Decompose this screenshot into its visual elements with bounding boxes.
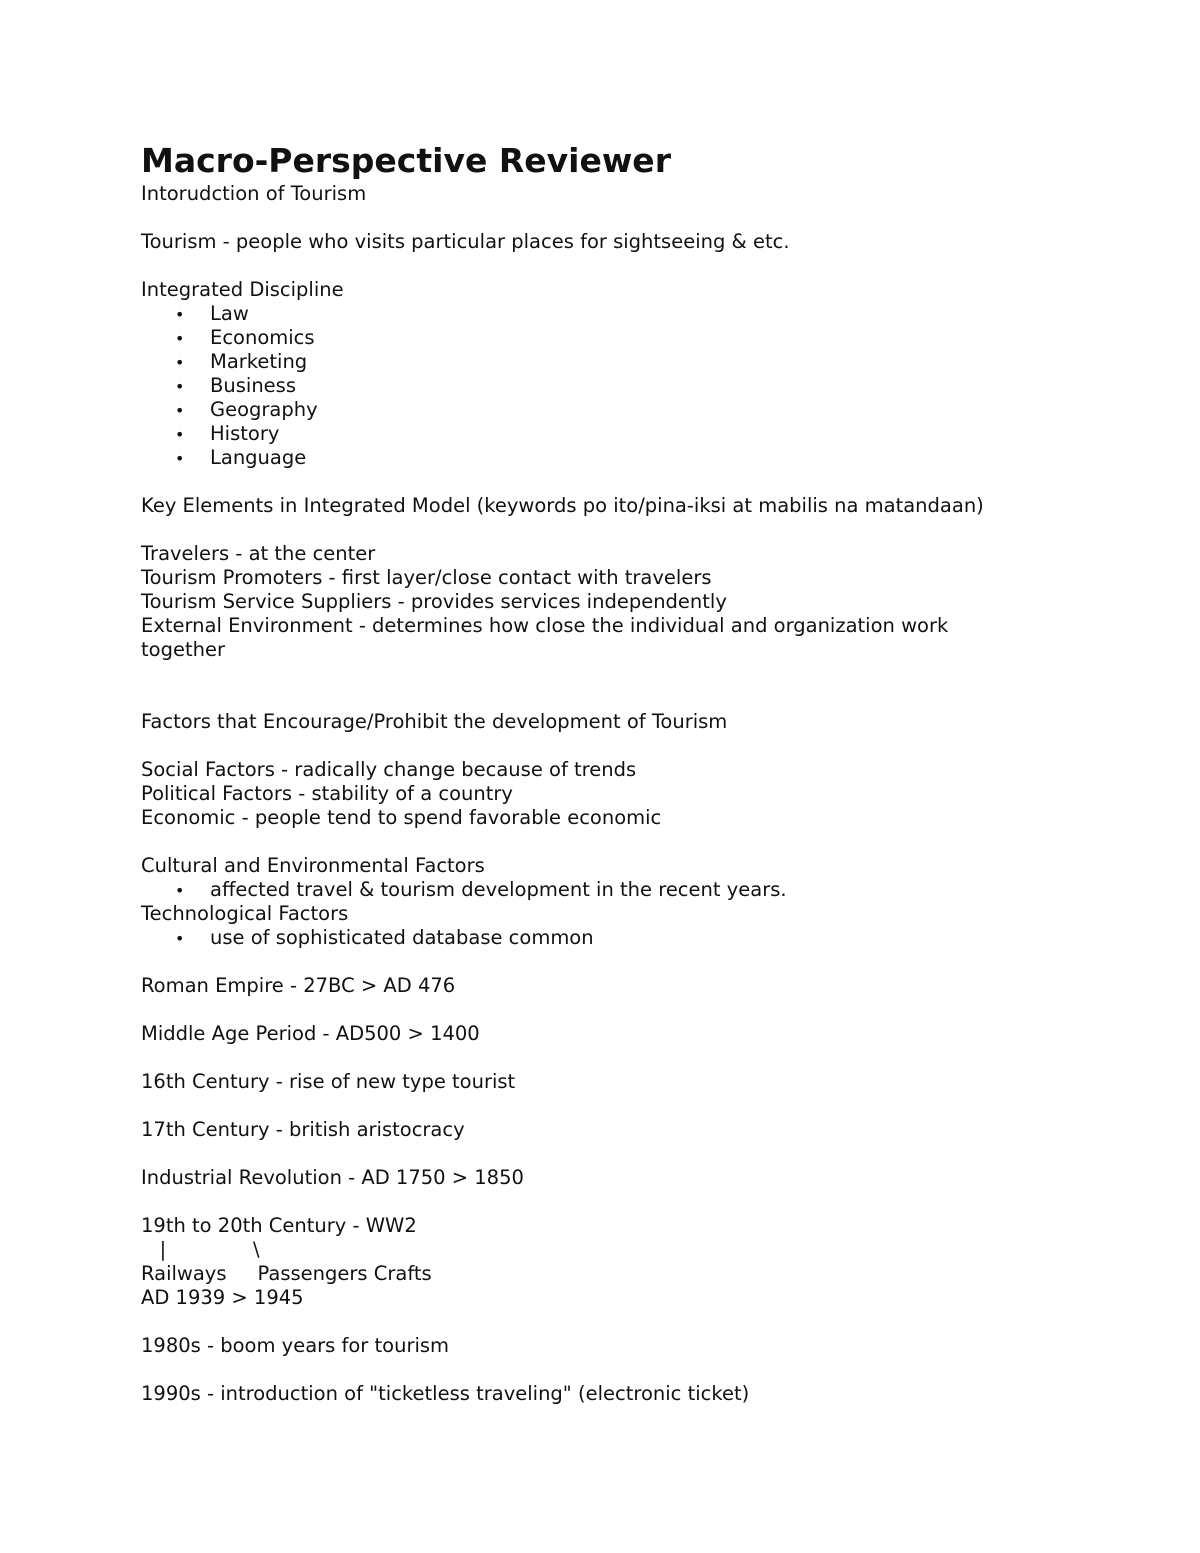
history-roman-empire: Roman Empire - 27BC > AD 476 [141,974,456,997]
technological-factors-heading: Technological Factors [141,902,349,925]
key-element-line: Tourism Promoters - first layer/close contact with travelers [141,566,712,589]
history-branch-connector: | \ [141,1238,260,1261]
history-17th-century: 17th Century - british aristocracy [141,1118,465,1141]
list-item: • Marketing [141,350,1141,374]
factor-line: Political Factors - stability of a country [141,782,513,805]
history-19th-20th-century: 19th to 20th Century - WW2 [141,1214,417,1237]
list-item: • affected travel & tourism development in the recent years. [141,878,1141,902]
list-item: • use of sophisticated database common [141,926,1141,950]
history-industrial-revolution: Industrial Revolution - AD 1750 > 1850 [141,1166,524,1189]
key-element-line: together [141,638,225,661]
subtitle: Intorudction of Tourism [141,182,367,205]
bullet-icon: • [175,329,185,348]
list-item: • Law [141,302,1141,326]
key-element-line: External Environment - determines how close the individual and organization work [141,614,949,637]
list-item: • History [141,422,1141,446]
bullet-icon: • [175,377,185,396]
list-item: • Geography [141,398,1141,422]
key-elements-heading: Key Elements in Integrated Model (keywords po ito/pina-iksi at mabilis na matandaan) [141,494,984,517]
factors-heading: Factors that Encourage/Prohibit the development of Tourism [141,710,728,733]
bullet-icon: • [175,401,185,420]
factor-line: Economic - people tend to spend favorable economic [141,806,662,829]
integrated-discipline-heading: Integrated Discipline [141,278,344,301]
bullet-icon: • [175,305,185,324]
history-middle-age: Middle Age Period - AD500 > 1400 [141,1022,480,1045]
tourism-definition: Tourism - people who visits particular places for sightseeing & etc. [141,230,790,253]
history-1980s: 1980s - boom years for tourism [141,1334,450,1357]
key-element-line: Tourism Service Suppliers - provides services independently [141,590,727,613]
list-item: • Language [141,446,1141,470]
bullet-icon: • [175,425,185,444]
history-branches: Railways Passengers Crafts [141,1262,432,1285]
page-title: Macro-Perspective Reviewer [141,141,671,180]
history-16th-century: 16th Century - rise of new type tourist [141,1070,516,1093]
list-item: • Economics [141,326,1141,350]
history-ww2-years: AD 1939 > 1945 [141,1286,304,1309]
bullet-icon: • [175,449,185,468]
bullet-icon: • [175,881,185,900]
history-1990s: 1990s - introduction of "ticketless traveling" (electronic ticket) [141,1382,750,1405]
key-element-line: Travelers - at the center [141,542,376,565]
bullet-icon: • [175,353,185,372]
factor-line: Social Factors - radically change because of trends [141,758,637,781]
cultural-factors-heading: Cultural and Environmental Factors [141,854,485,877]
bullet-icon: • [175,929,185,948]
list-item: • Business [141,374,1141,398]
document-page [141,140,1141,1406]
